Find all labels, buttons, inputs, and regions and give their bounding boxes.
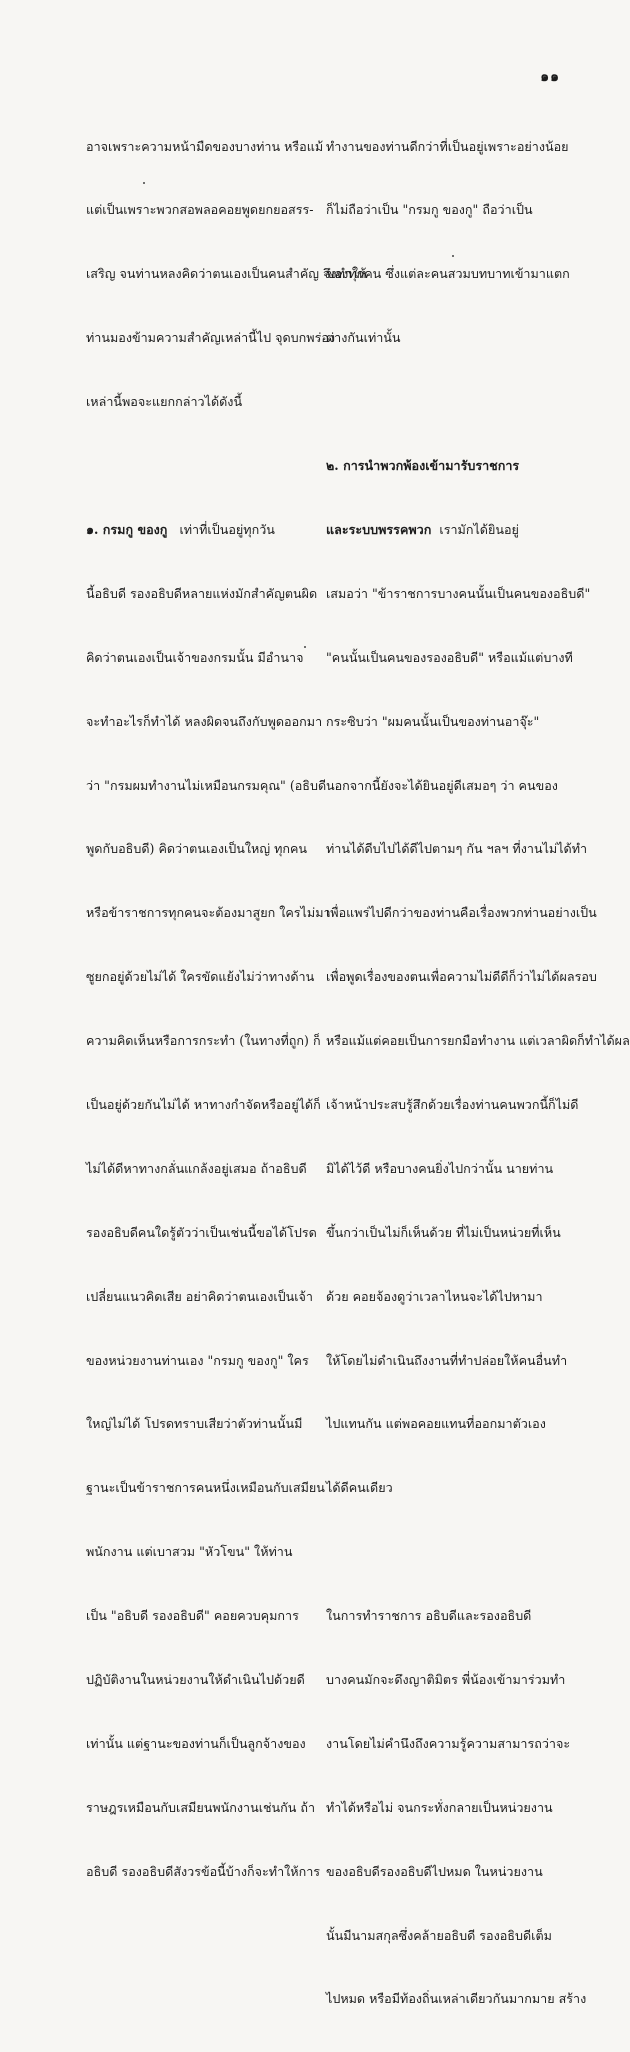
text-line: หรือแม้แต่คอยเป็นการยกมือทำงาน แต่เวลาผิดก็ทำได้ผล bbox=[326, 1033, 630, 1049]
text-line: ด้วย คอยจ้องดูว่าเวลาไหนจะได้ไปหามา bbox=[326, 1288, 543, 1304]
text-line: เจ้าหน้าประสบรู้สึกด้วยเรื่องท่านคนพวกนี้ก็ไม่ดี bbox=[326, 1096, 579, 1112]
section-2-line bbox=[326, 519, 560, 540]
text-line: ต่างกันเท่านั้น bbox=[326, 330, 401, 346]
text-line: เพื่อแพร่ไปดีกว่าของท่านคือเรื่องพวกท่านอย่างเป็น bbox=[326, 905, 597, 921]
text-line: ขึ้นกว่าเป็นไม่ก็เห็นด้วย ที่ไม่เป็นหน่วยที่เห็น bbox=[326, 1224, 561, 1240]
right-column bbox=[326, 93, 630, 2052]
text-line: ไม่ได้ดีหาทางกลั่นแกล้งอยู่เสมอ ถ้าอธิบดี bbox=[86, 1160, 307, 1176]
text-line: มิได้ไว้ดี หรือบางคนยิ่งไปกว่านั้น นายท่าน bbox=[326, 1160, 554, 1176]
text-line: แต่เป็นเพราะพวกสอพลอคอยพูดยกยอสรร- bbox=[86, 202, 314, 218]
text-line: จะทำอะไรก็ทำได้ หลงผิดจนถึงกับพูดออกมา bbox=[86, 713, 323, 729]
text-line: ซูยกอยู่ด้วยไม่ได้ ใครขัดแย้งไม่ว่าทางด้าน bbox=[86, 969, 315, 985]
text-line: กระซิบว่า "ผมคนนั้นเป็นของท่านอาจุ๊ะ" bbox=[326, 713, 540, 729]
text-line: ก็ไม่ถือว่าเป็น "กรมกู ของกู" ถือว่าเป็น bbox=[326, 202, 533, 218]
text-line: เท่านั้น แต่ฐานะของท่านก็เป็นลูกจ้างของ bbox=[86, 1735, 306, 1751]
text-line: เสริญ จนท่านหลงคิดว่าตนเองเป็นคนสำคัญ จึงทำให้ bbox=[86, 266, 367, 282]
text-line: บางคนมักจะดึงญาติมิตร พี่น้องเข้ามาร่วมทำ bbox=[326, 1671, 566, 1687]
text-line: ได้ดีคนเดียว bbox=[326, 1480, 393, 1496]
scan-speck bbox=[452, 255, 454, 257]
text-line: งานโดยไม่คำนึงถึงความรู้ความสามารถว่าจะ bbox=[326, 1735, 571, 1751]
section-1-line bbox=[86, 519, 311, 540]
text-line: ฐานะเป็นข้าราชการคนหนึ่งเหมือนกับเสมียน bbox=[86, 1480, 325, 1496]
section-2-heading-cont: และระบบพรรคพวก bbox=[326, 521, 432, 537]
section-2-heading: ๒. การนำพวกพ้องเข้ามารับราชการ bbox=[326, 458, 520, 474]
scan-speck bbox=[304, 646, 306, 648]
text-line: เป็นอยู่ด้วยกันไม่ได้ หาทางกำจัดหรืออยู่ได้ก็ bbox=[86, 1096, 321, 1112]
text-line: เป็น "อธิบดี รองอธิบดี" คอยควบคุมการ bbox=[86, 1608, 299, 1624]
text-line: ให้โดยไม่ดำเนินถึงงานที่ทำปล่อยให้คนอื่นทำ bbox=[326, 1352, 568, 1368]
page-number: ๑๑ bbox=[540, 69, 560, 85]
text-line: ทำงานของท่านดีกว่าที่เป็นอยู่เพราะอย่างน้อย bbox=[326, 138, 569, 154]
text-line: ของอธิบดีรองอธิบดีไปหมด ในหน่วยงาน bbox=[326, 1863, 543, 1879]
text-line: อธิบดี รองอธิบดีสังวรข้อนี้บ้างก็จะทำให้การ bbox=[86, 1863, 321, 1879]
text-line: เรามักได้ยินอยู่ bbox=[439, 521, 519, 537]
text-line: นั้นมีนามสกุลซึ่งคล้ายอธิบดี รองอธิบดีเต็ม bbox=[326, 1927, 552, 1943]
text-line: ท่านได้ดีบไปได้ดีไปตามๆ กัน ฯลฯ ที่งานไม่ได้ทำ bbox=[326, 841, 588, 857]
text-line: ท่านมองข้ามความสำคัญเหล่านี้ไป จุดบกพร่อง bbox=[86, 330, 336, 346]
text-line: รองอธิบดีคนใดรู้ตัวว่าเป็นเช่นนี้ขอได้โปรด bbox=[86, 1224, 317, 1240]
text-line: ในการทำราชการ อธิบดีและรองอธิบดี bbox=[326, 1608, 532, 1624]
text-line: พูดกับอธิบดี) คิดว่าตนเองเป็นใหญ่ ทุกคน bbox=[86, 841, 308, 857]
text-line: เปลี่ยนแนวคิดเสีย อย่าคิดว่าตนเองเป็นเจ้า bbox=[86, 1288, 314, 1304]
text-line: ของหน่วยงานท่านเอง "กรมกู ของกู" ใคร bbox=[86, 1352, 309, 1368]
text-line: เพื่อพูดเรื่องของตนเพื่อความไม่ดีดีก็ว่าไม่ได้ผลรอบ bbox=[326, 969, 597, 985]
text-line: ความคิดเห็นหรือการกระทำ (ในทางที่ถูก) ก็ bbox=[86, 1033, 321, 1049]
text-line: หรือข้าราชการทุกคนจะต้องมาสูยก ใครไม่มา bbox=[86, 905, 331, 921]
text-line: "คนนั้นเป็นคนของรองอธิบดี" หรือแม้แต่บางที bbox=[326, 649, 573, 665]
text-line: ไปแทนกัน แต่พอคอยแทนที่ออกมาตัวเอง bbox=[326, 1416, 546, 1432]
text-line: เท่าที่เป็นอยู่ทุกวัน bbox=[179, 521, 275, 537]
text-line: อาจเพราะความหน้ามืดของบางท่าน หรือแม้ bbox=[86, 138, 324, 154]
text-line: ใหญ่ไม่ได้ โปรดทราบเสียว่าตัวท่านนั้นมี bbox=[86, 1416, 303, 1432]
text-line: ปฏิบัติงานในหน่วยงานให้ดำเนินไปด้วยดี bbox=[86, 1671, 305, 1687]
text-line: เหล่านี้พอจะแยกกล่าวได้ดังนี้ bbox=[86, 394, 243, 410]
text-line: นี้อธิบดี รองอธิบดีหลายแห่งมักสำคัญตนผิด bbox=[86, 585, 318, 601]
scan-speck bbox=[143, 182, 145, 184]
text-line: เสมอว่า "ข้าราชการบางคนนั้นเป็นคนของอธิบดี" bbox=[326, 585, 591, 601]
text-line: คิดว่าตนเองเป็นเจ้าของกรมนั้น มีอำนาจ bbox=[86, 649, 304, 665]
text-line: ราษฎรเหมือนกับเสมียนพนักงานเช่นกัน ถ้า bbox=[86, 1799, 316, 1815]
text-line: พนักงาน แต่เบาสวม "หัวโขน" ให้ท่าน bbox=[86, 1544, 293, 1560]
section-1-heading: ๑. กรมกู ของกู bbox=[86, 521, 168, 537]
text-line: นอกจากนี้ยังจะได้ยินอยู่ดีเสมอๆ ว่า คนของ bbox=[326, 777, 558, 793]
text-line: ทำได้หรือไม่ จนกระทั่งกลายเป็นหน่วยงาน bbox=[326, 1799, 553, 1815]
text-line: ว่า "กรมผมทำงานไม่เหมือนกรมคุณ" (อธิบดี bbox=[86, 777, 327, 793]
text-line: ของทุกคน ซึ่งแต่ละคนสวมบทบาทเข้ามาแตก bbox=[326, 266, 570, 282]
text-line: ไปหมด หรือมีท้องถิ่นเหล่าเดียวกันมากมาย สร้าง bbox=[326, 1991, 587, 2007]
